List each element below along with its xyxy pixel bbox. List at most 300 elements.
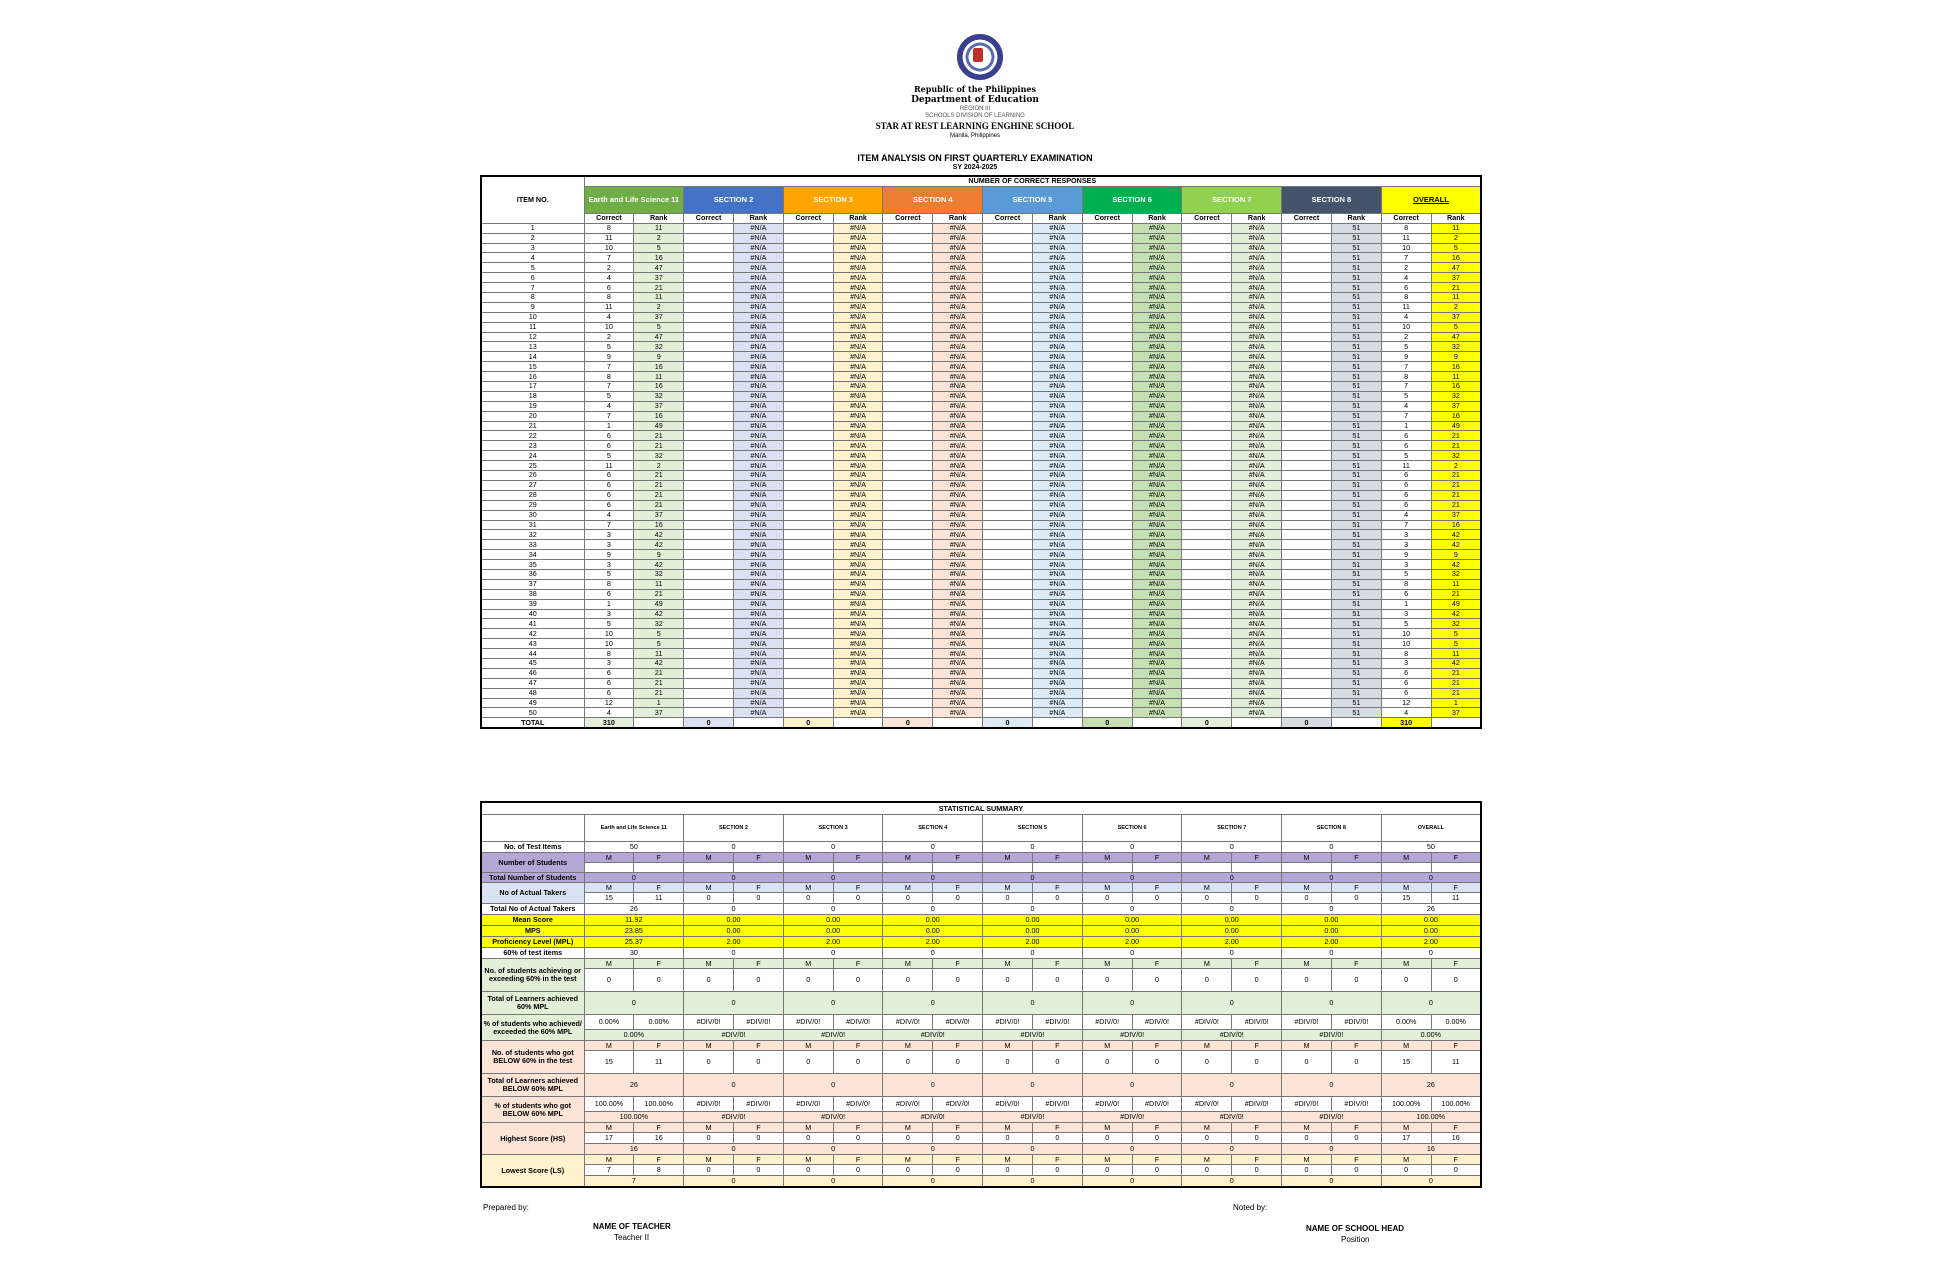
table-row — [481, 560, 1481, 570]
correct-value — [1182, 569, 1232, 579]
f-value: 0.00% — [634, 1015, 684, 1030]
m-header: M — [1182, 1123, 1232, 1133]
table-row — [481, 629, 1481, 639]
rank-value: #N/A — [1232, 421, 1282, 431]
m-value — [783, 863, 833, 873]
correct-value: 6 — [584, 283, 634, 293]
total-value-lowest: 0 — [983, 1176, 1083, 1188]
m-header: M — [1082, 1123, 1132, 1133]
rank-value: 51 — [1331, 362, 1381, 372]
correct-value — [1082, 411, 1132, 421]
correct-value — [783, 391, 833, 401]
rank-value: #N/A — [733, 510, 783, 520]
rank-value: #N/A — [1232, 293, 1282, 303]
correct-value — [684, 352, 734, 362]
correct-value — [983, 609, 1033, 619]
correct-value — [1282, 293, 1332, 303]
correct-value — [1082, 273, 1132, 283]
rank-value: #N/A — [1232, 639, 1282, 649]
correct-value — [783, 589, 833, 599]
rank-value: #N/A — [1032, 530, 1082, 540]
overall-correct-value: 6 — [1381, 500, 1431, 510]
correct-value — [1082, 619, 1132, 629]
overall-rank-value: 5 — [1431, 243, 1481, 253]
table-row — [481, 362, 1481, 372]
m-value: 0 — [684, 1165, 734, 1176]
rank-value: #N/A — [833, 243, 883, 253]
rank-value: #N/A — [933, 658, 983, 668]
correct-value — [1182, 253, 1232, 263]
rank-value: #N/A — [1232, 263, 1282, 273]
table-row — [481, 678, 1481, 688]
correct-value: 11 — [584, 461, 634, 471]
summary-value-total_takers: 0 — [1282, 904, 1382, 915]
f-value: 0 — [733, 1165, 783, 1176]
correct-value: 3 — [584, 609, 634, 619]
total-value-highest: 0 — [883, 1144, 983, 1155]
rank-value: #N/A — [1232, 391, 1282, 401]
rank-value: 51 — [1331, 589, 1381, 599]
rank-value: #N/A — [1132, 560, 1182, 570]
summary-label-below: No. of students who got BELOW 60% in the test — [481, 1041, 584, 1074]
correct-value — [983, 441, 1033, 451]
rank-value: 11 — [634, 649, 684, 659]
rank-value: #N/A — [1232, 332, 1282, 342]
f-value: 0 — [933, 1165, 983, 1176]
summary-label-total_achieved: Total of Learners achieved 60% MPL — [481, 992, 584, 1015]
correct-col-header: Correct — [1182, 213, 1232, 223]
rank-value: #N/A — [933, 698, 983, 708]
summary-col-header: SECTION 6 — [1082, 815, 1182, 842]
summary-value-mps: 0.00 — [684, 926, 784, 937]
f-value: 16 — [1431, 1133, 1481, 1144]
correct-value — [1282, 451, 1332, 461]
correct-value — [684, 312, 734, 322]
rank-value: #N/A — [933, 293, 983, 303]
m-value: #DIV/0! — [883, 1015, 933, 1030]
rank-value: #N/A — [833, 698, 883, 708]
rank-value: #N/A — [1132, 510, 1182, 520]
correct-value — [684, 451, 734, 461]
f-header: F — [833, 1123, 883, 1133]
correct-value — [783, 609, 833, 619]
correct-value — [1182, 312, 1232, 322]
section-header-8: SECTION 8 — [1282, 186, 1382, 213]
rank-value: #N/A — [733, 530, 783, 540]
rank-value: #N/A — [833, 609, 883, 619]
correct-value — [1282, 352, 1332, 362]
rank-value: 16 — [634, 382, 684, 392]
correct-value — [983, 480, 1033, 490]
rank-value: #N/A — [1232, 342, 1282, 352]
rank-value: #N/A — [1132, 411, 1182, 421]
rank-value: 2 — [634, 302, 684, 312]
correct-value: 7 — [584, 253, 634, 263]
rank-value: #N/A — [1132, 668, 1182, 678]
correct-value — [1182, 579, 1232, 589]
correct-value — [883, 619, 933, 629]
rank-value: #N/A — [1132, 678, 1182, 688]
rank-value: 32 — [634, 569, 684, 579]
total-blank — [1132, 718, 1182, 728]
correct-value — [1182, 649, 1232, 659]
correct-value: 4 — [584, 510, 634, 520]
f-value: 100.00% — [1431, 1097, 1481, 1112]
overall-correct-value: 1 — [1381, 599, 1431, 609]
m-value: 0 — [684, 1133, 734, 1144]
correct-value — [1282, 263, 1332, 273]
summary-value-mps: 0.00 — [783, 926, 883, 937]
correct-value: 10 — [584, 629, 634, 639]
summary-value-total_achieved: 0 — [883, 992, 983, 1015]
summary-label-test_items: No. of Test Items — [481, 842, 584, 853]
total-value-pct_below: #DIV/0! — [783, 1112, 883, 1123]
correct-value — [1182, 619, 1232, 629]
rank-value: 21 — [634, 688, 684, 698]
f-value: 0 — [833, 969, 883, 992]
summary-value-total_below: 0 — [1282, 1074, 1382, 1097]
f-header: F — [833, 1041, 883, 1051]
correct-value — [783, 411, 833, 421]
m-value — [1282, 863, 1332, 873]
rank-value: #N/A — [1132, 243, 1182, 253]
overall-correct-value: 9 — [1381, 550, 1431, 560]
item-number: 50 — [481, 708, 584, 718]
correct-value — [684, 599, 734, 609]
rank-value: #N/A — [933, 540, 983, 550]
overall-correct-value: 7 — [1381, 362, 1431, 372]
f-value: 8 — [634, 1165, 684, 1176]
m-value: 0.00% — [1381, 1015, 1431, 1030]
rank-value: #N/A — [1032, 391, 1082, 401]
m-value: 0 — [1182, 1051, 1232, 1074]
rank-value: #N/A — [733, 401, 783, 411]
rank-value: #N/A — [833, 312, 883, 322]
correct-value — [783, 401, 833, 411]
rank-value: #N/A — [933, 362, 983, 372]
rank-value: #N/A — [733, 332, 783, 342]
correct-value — [1182, 372, 1232, 382]
total-value-lowest: 0 — [1381, 1176, 1481, 1188]
total-value-lowest: 7 — [584, 1176, 684, 1188]
m-header: M — [883, 1123, 933, 1133]
summary-value-total_takers: 0 — [983, 904, 1083, 915]
overall-rank-value: 11 — [1431, 649, 1481, 659]
rank-value: #N/A — [1132, 253, 1182, 263]
m-header: M — [584, 883, 634, 893]
correct-value: 6 — [584, 589, 634, 599]
total-blank — [1431, 718, 1481, 728]
rank-value: #N/A — [1032, 560, 1082, 570]
correct-value — [684, 382, 734, 392]
correct-value — [883, 490, 933, 500]
item-number: 19 — [481, 401, 584, 411]
correct-value — [1182, 678, 1232, 688]
correct-value — [783, 441, 833, 451]
correct-value: 11 — [584, 233, 634, 243]
summary-value-total_takers: 0 — [684, 904, 784, 915]
item-number: 9 — [481, 302, 584, 312]
correct-value — [983, 253, 1033, 263]
rank-value: #N/A — [733, 550, 783, 560]
overall-correct-value: 8 — [1381, 293, 1431, 303]
rank-value: 11 — [634, 293, 684, 303]
f-value: 0 — [733, 1051, 783, 1074]
correct-value — [684, 372, 734, 382]
correct-value — [684, 609, 734, 619]
correct-value — [883, 431, 933, 441]
total-value-highest: 0 — [1282, 1144, 1382, 1155]
summary-col-header: SECTION 5 — [983, 815, 1083, 842]
correct-value — [1182, 609, 1232, 619]
rank-value: #N/A — [1032, 372, 1082, 382]
rank-value: #N/A — [1032, 273, 1082, 283]
correct-value — [1282, 609, 1332, 619]
total-value-pct_below: #DIV/0! — [883, 1112, 983, 1123]
m-header: M — [684, 883, 734, 893]
rank-value: #N/A — [1232, 500, 1282, 510]
f-header: F — [1232, 853, 1282, 863]
correct-value — [983, 619, 1033, 629]
summary-value-total_students: 0 — [1082, 873, 1182, 883]
rank-value: #N/A — [733, 639, 783, 649]
total-s2: 0 — [684, 718, 734, 728]
overall-rank-value: 37 — [1431, 510, 1481, 520]
correct-value — [1282, 441, 1332, 451]
correct-value — [1282, 223, 1332, 233]
rank-value: 51 — [1331, 530, 1381, 540]
correct-value — [1282, 273, 1332, 283]
correct-value — [883, 708, 933, 718]
item-number: 22 — [481, 431, 584, 441]
correct-value — [1182, 490, 1232, 500]
rank-value: 51 — [1331, 283, 1381, 293]
summary-value-mean: 0.00 — [1182, 915, 1282, 926]
summary-label-total_below: Total of Learners achieved BELOW 60% MPL — [481, 1074, 584, 1097]
item-number: 11 — [481, 322, 584, 332]
rank-value: #N/A — [1032, 293, 1082, 303]
rank-value: #N/A — [1232, 520, 1282, 530]
overall-rank-value: 2 — [1431, 233, 1481, 243]
correct-value — [983, 382, 1033, 392]
overall-correct-value: 4 — [1381, 273, 1431, 283]
correct-value — [983, 550, 1033, 560]
rank-value: #N/A — [733, 461, 783, 471]
rank-value: #N/A — [733, 480, 783, 490]
overall-rank-value: 42 — [1431, 609, 1481, 619]
total-blank — [833, 718, 883, 728]
item-number: 43 — [481, 639, 584, 649]
correct-value — [684, 649, 734, 659]
correct-value — [983, 233, 1033, 243]
rank-value: 51 — [1331, 451, 1381, 461]
m-header: M — [983, 883, 1033, 893]
total-s4: 0 — [883, 718, 933, 728]
rank-value: #N/A — [833, 658, 883, 668]
item-number: 41 — [481, 619, 584, 629]
rank-value: #N/A — [933, 391, 983, 401]
rank-value: #N/A — [1132, 332, 1182, 342]
m-header: M — [684, 1041, 734, 1051]
rank-value: #N/A — [1232, 411, 1282, 421]
summary-value-mean: 0.00 — [1381, 915, 1481, 926]
correct-value — [1082, 312, 1132, 322]
rank-value: #N/A — [733, 678, 783, 688]
m-header: M — [983, 1123, 1033, 1133]
overall-rank-value: 21 — [1431, 688, 1481, 698]
item-number: 1 — [481, 223, 584, 233]
total-value-highest: 0 — [684, 1144, 784, 1155]
rank-value: 21 — [634, 471, 684, 481]
total-overall: 310 — [1381, 718, 1431, 728]
overall-correct-value: 4 — [1381, 312, 1431, 322]
rank-value: 51 — [1331, 639, 1381, 649]
m-value: 0 — [1282, 1165, 1332, 1176]
rank-value: #N/A — [733, 312, 783, 322]
correct-value — [1082, 540, 1132, 550]
rank-value: #N/A — [833, 263, 883, 273]
total-value-pct_achieved: #DIV/0! — [1082, 1030, 1182, 1041]
f-header: F — [1232, 1155, 1282, 1165]
rank-value: #N/A — [833, 362, 883, 372]
total-value-lowest: 0 — [1282, 1176, 1382, 1188]
m-value: 0 — [1182, 1133, 1232, 1144]
correct-value — [883, 609, 933, 619]
correct-value — [983, 312, 1033, 322]
correct-value — [1282, 658, 1332, 668]
correct-col-header: Correct — [1381, 213, 1431, 223]
f-header: F — [1132, 959, 1182, 969]
overall-rank-value: 37 — [1431, 273, 1481, 283]
m-value: 0 — [983, 1133, 1033, 1144]
rank-value: 51 — [1331, 302, 1381, 312]
rank-value: 51 — [1331, 678, 1381, 688]
correct-value — [983, 589, 1033, 599]
overall-correct-value: 4 — [1381, 401, 1431, 411]
correct-value — [983, 649, 1033, 659]
correct-value — [684, 540, 734, 550]
rank-value: #N/A — [733, 223, 783, 233]
m-header: M — [883, 853, 933, 863]
rank-value: 21 — [634, 678, 684, 688]
correct-value — [1082, 599, 1132, 609]
correct-value — [684, 500, 734, 510]
correct-value: 5 — [584, 451, 634, 461]
correct-value — [783, 273, 833, 283]
f-value: 11 — [634, 893, 684, 904]
correct-value — [783, 312, 833, 322]
m-value: 15 — [584, 1051, 634, 1074]
rank-value: #N/A — [1032, 223, 1082, 233]
item-number: 40 — [481, 609, 584, 619]
summary-value-mean: 0.00 — [1082, 915, 1182, 926]
rank-value: #N/A — [933, 688, 983, 698]
table-row — [481, 471, 1481, 481]
correct-value — [1082, 342, 1132, 352]
item-number: 45 — [481, 658, 584, 668]
rank-value: 5 — [634, 243, 684, 253]
rank-value: 21 — [634, 441, 684, 451]
rank-value: #N/A — [933, 668, 983, 678]
m-value: 0 — [684, 1051, 734, 1074]
m-header: M — [584, 959, 634, 969]
correct-value — [883, 283, 933, 293]
correct-value — [1082, 352, 1132, 362]
correct-col-header: Correct — [783, 213, 833, 223]
rank-value: #N/A — [733, 372, 783, 382]
summary-value-sixty: 0 — [684, 948, 784, 959]
correct-value — [983, 401, 1033, 411]
rank-value: 16 — [634, 411, 684, 421]
correct-value — [1182, 283, 1232, 293]
f-value: #DIV/0! — [1232, 1097, 1282, 1112]
rank-value: #N/A — [1032, 678, 1082, 688]
correct-value — [1082, 668, 1132, 678]
summary-value-total_students: 0 — [783, 873, 883, 883]
item-number: 25 — [481, 461, 584, 471]
item-number: 46 — [481, 668, 584, 678]
table-row — [481, 382, 1481, 392]
correct-value — [1082, 678, 1132, 688]
correct-value: 4 — [584, 708, 634, 718]
correct-value — [684, 243, 734, 253]
rank-value: #N/A — [833, 332, 883, 342]
summary-value-mpl: 2.00 — [883, 937, 983, 948]
correct-value: 10 — [584, 322, 634, 332]
rank-value: #N/A — [1232, 253, 1282, 263]
section-header-5: SECTION 5 — [983, 186, 1083, 213]
f-value: #DIV/0! — [1331, 1015, 1381, 1030]
summary-value-total_below: 0 — [783, 1074, 883, 1097]
total-blank — [1331, 718, 1381, 728]
overall-correct-value: 3 — [1381, 530, 1431, 540]
correct-value: 8 — [584, 372, 634, 382]
m-value: 15 — [1381, 1051, 1431, 1074]
rank-value: 21 — [634, 500, 684, 510]
f-header: F — [1032, 1041, 1082, 1051]
correct-value — [883, 461, 933, 471]
total-value-pct_below: 100.00% — [1381, 1112, 1481, 1123]
rank-value: #N/A — [933, 312, 983, 322]
rank-value: #N/A — [833, 283, 883, 293]
correct-col-header: Correct — [584, 213, 634, 223]
table-row — [481, 619, 1481, 629]
f-header: F — [1431, 1041, 1481, 1051]
m-value: #DIV/0! — [983, 1097, 1033, 1112]
correct-value — [684, 421, 734, 431]
rank-value: 32 — [634, 619, 684, 629]
rank-value: #N/A — [933, 530, 983, 540]
f-header: F — [634, 1123, 684, 1133]
summary-label-pct_below: % of students who got BELOW 60% MPL — [481, 1097, 584, 1123]
correct-value — [684, 480, 734, 490]
rank-value: #N/A — [933, 441, 983, 451]
f-value: 0 — [1132, 1165, 1182, 1176]
rank-value: #N/A — [833, 273, 883, 283]
rank-value: #N/A — [1032, 550, 1082, 560]
rank-value: #N/A — [733, 233, 783, 243]
rank-col-header: Rank — [634, 213, 684, 223]
f-value: #DIV/0! — [1032, 1015, 1082, 1030]
rank-value: #N/A — [1132, 372, 1182, 382]
correct-value — [1182, 599, 1232, 609]
correct-value — [783, 382, 833, 392]
correct-value — [684, 342, 734, 352]
correct-value — [1082, 579, 1132, 589]
correct-value — [983, 451, 1033, 461]
rank-value: #N/A — [1232, 312, 1282, 322]
overall-correct-value: 7 — [1381, 411, 1431, 421]
